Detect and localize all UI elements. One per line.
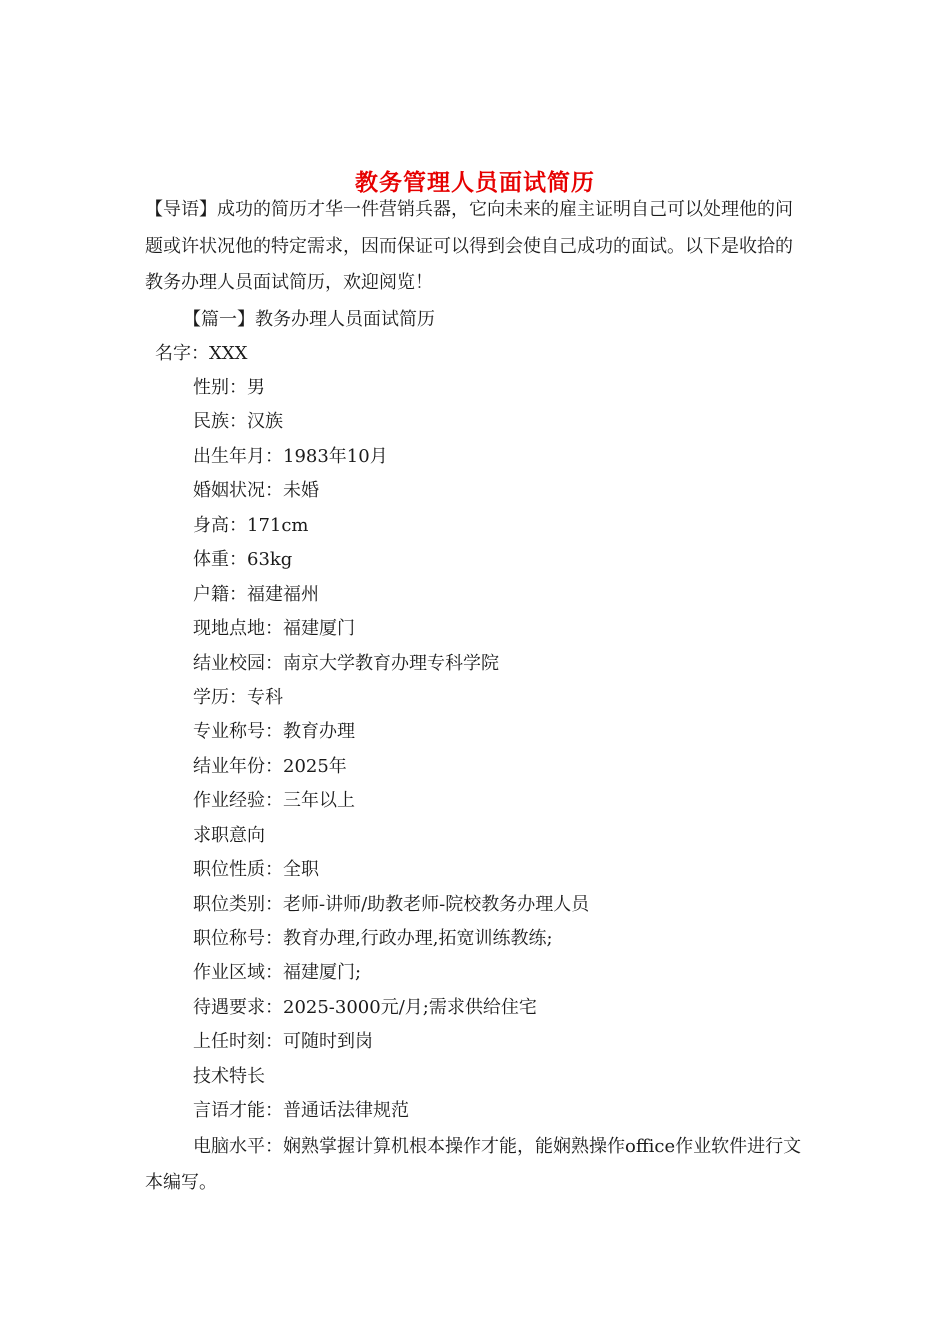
field-school: 结业校园：南京大学教育办理专科学院 [193,652,499,674]
field-marital-status: 婚姻状况：未婚 [193,480,319,502]
field-height: 身高：171cm [193,514,309,536]
field-household-registration: 户籍：福建福州 [193,583,319,605]
section-heading: 【篇一】教务办理人员面试简历 [183,309,435,330]
resume-field-list [193,371,589,1129]
field-current-location: 现地点地：福建厦门 [193,618,355,640]
field-position-title: 职位称号：教育办理,行政办理,拓宽训练教练; [193,928,553,949]
field-graduation-year: 结业年份：2025年 [193,755,347,777]
field-gender: 性别：男 [193,377,265,398]
field-position-type: 职位性质：全职 [193,859,319,881]
field-education: 学历：专科 [193,686,283,708]
field-work-area: 作业区域：福建厦门; [193,962,362,984]
field-work-experience: 作业经验：三年以上 [193,790,355,812]
field-salary: 待遇要求：2025-3000元/月;需求供给住宅 [193,996,537,1018]
field-ethnicity: 民族：汉族 [193,411,283,433]
field-position-category: 职位类别：老师-讲师/助教老师-院校教务办理人员 [193,893,590,915]
field-major: 专业称号：教育办理 [193,721,355,743]
field-language-ability: 言语才能：普通话法律规范 [193,1100,409,1122]
name-field: 名字：XXX [155,343,248,364]
subheading-job-intention: 求职意向 [193,824,265,846]
field-weight: 体重：63kg [193,549,293,571]
intro-paragraph: 【导语】成功的简历才华一件营销兵器，它向未来的雇主证明自己可以处理他的问题或许状况他的特定需求，因而保证可以得到会使自己成功的面试。以下是收拾的教务办理人员面试简历，欢迎阅览！ [145,199,793,293]
document-title: 教务管理人员面试简历 [355,169,595,197]
field-birth-date: 出生年月：1983年10月 [193,445,388,467]
subheading-skills: 技术特长 [193,1065,265,1087]
field-start-time: 上任时刻：可随时到岗 [193,1031,373,1053]
field-computer-skill: 电脑水平：娴熟掌握计算机根本操作才能，能娴熟操作office作业软件进行文本编写。 [145,1136,802,1193]
